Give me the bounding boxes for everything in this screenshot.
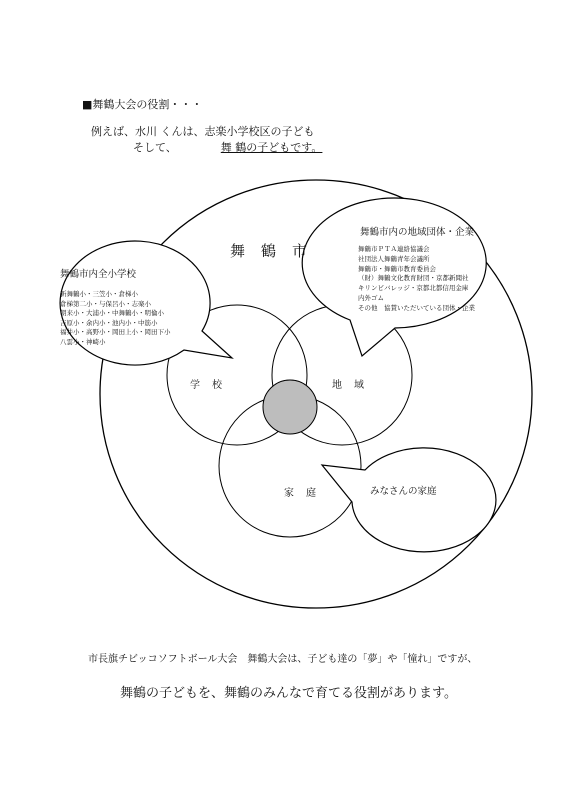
list-item: 舞鶴市ＰＴＡ連絡協議会 <box>358 245 430 253</box>
list-item: 吉原小・余内小・池内小・中筋小 <box>60 318 158 327</box>
list-item: キリンビバレッジ・京都北都信用金庫 <box>358 284 469 293</box>
page-heading: ■舞鶴大会の役割・・・ <box>82 98 203 111</box>
right-bubble-list <box>358 245 475 314</box>
region-label: 地域 <box>332 380 376 391</box>
list-item: その他 協賛いただいている団体・企業 <box>358 303 475 312</box>
intro-line-2-underlined: 舞 鶴の子どもです。 <box>220 141 323 154</box>
home-label: 家庭 <box>284 488 328 499</box>
list-item: 内外ゴム <box>358 293 384 302</box>
left-bubble-list <box>60 290 171 348</box>
list-item: 八雲小・神崎小 <box>60 337 106 346</box>
list-item: 舞鶴市・舞鶴市教育委員会 <box>358 264 436 273</box>
city-label: 舞鶴市 <box>230 242 324 260</box>
footer-line-2: 舞鶴の子どもを、舞鶴のみんなで育てる役割があります。 <box>120 686 457 701</box>
left-bubble-title: 舞鶴市内全小学校 <box>60 269 137 280</box>
intro-line-1: 例えば、水川 くんは、志楽小学校区の子ども <box>91 125 315 138</box>
list-item: （財）舞鶴文化教育財団・京都新聞社 <box>358 274 469 283</box>
school-label: 学校 <box>190 380 234 391</box>
list-item: 社団法人舞鶴青年会議所 <box>358 254 430 263</box>
child-center-circle <box>263 380 317 434</box>
list-item: 朝来小・大浦小・中舞鶴小・明倫小 <box>60 309 164 318</box>
right-bubble-title: 舞鶴市内の地域団体・企業 <box>360 227 475 238</box>
footer-line-1: 市長旗チビッコソフトボール大会 舞鶴大会は、子ども達の「夢」や「憧れ」ですが、 <box>88 654 478 665</box>
home-speech-bubble <box>322 448 496 552</box>
list-item: 新舞鶴小・三笠小・倉梯小 <box>60 290 138 298</box>
list-item: 福井小・高野小・岡田上小・岡田下小 <box>60 328 171 337</box>
list-item: 倉梯第二小・与保呂小・志楽小 <box>60 299 151 308</box>
intro-line-2-prefix: そして、 <box>133 141 177 154</box>
home-bubble-title: みなさんの家庭 <box>370 486 437 497</box>
